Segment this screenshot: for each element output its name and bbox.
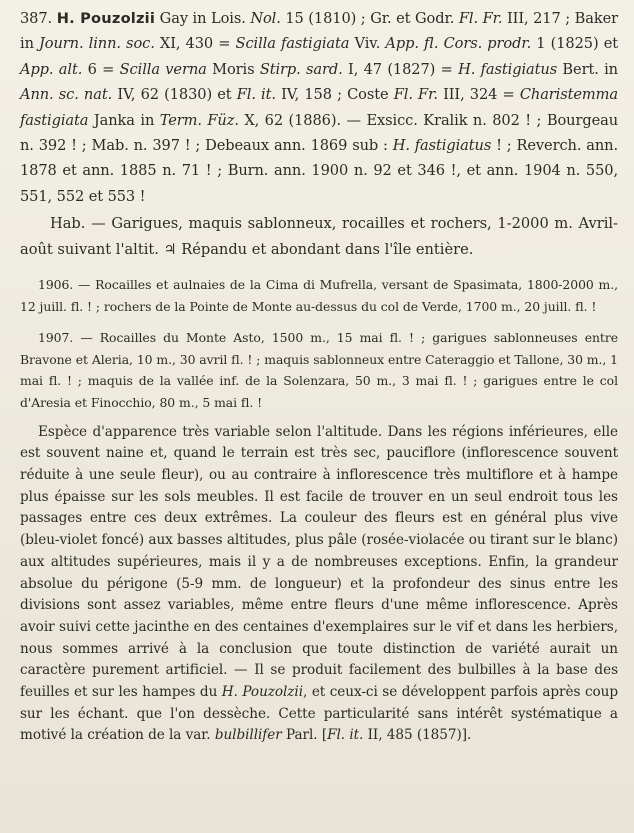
italic-text: Fl. it. xyxy=(327,727,364,744)
italic-text: Fl. it. xyxy=(236,86,276,104)
record-year: 1907. xyxy=(38,330,74,346)
record-1907 xyxy=(20,327,618,413)
entry-number: 387. xyxy=(20,10,53,27)
synonymy: Gay in Lois. Nol. 15 (1810) ; Gr. et Godr. Fl. Fr. III, 217 ; Baker in Journ. linn. soc. XI, 430 = Scilla fastigiata Viv. App. fl. Cors. prodr. 1 (1825) et App. alt. 6 = Scilla verna Moris Stirp. sard. I, 47 (1827) = H. fastigiatus Bert. in Ann. sc. nat. IV, 62 (1830) et Fl. it. IV, 158 ; Coste Fl. Fr. III, 324 = Charistemma fastigiata Janka in Term. Füz. X, 62 (1886). — Exsicc. Kralik n. 802 ! ; Bourgeau n. 392 ! ; Mab. n. 397 ! ; Debeaux ann. 1869 sub : H. fastigiatus ! ; Reverch. ann. 1878 et ann. 1885 n. 71 ! ; Burn. ann. 1900 n. 92 et 346 !, et ann. 1904 n. 550, 551, 552 et 553 ! xyxy=(20,10,619,205)
habitat-distribution: Répandu et abondant dans l'île entière. xyxy=(181,240,474,258)
italic-text: App. fl. Cors. prodr. xyxy=(385,35,532,53)
italic-text: H. Pouzolzii xyxy=(221,684,304,701)
record-text: — Rocailles du Monte Asto, 1500 m., 15 mai fl. ! ; garigues sablonneuses entre Bravone et Aleria, 10 m., 30 avril fl. ! ; maquis sablonneux entre Cateraggio et Tallone, 30 m., 1 mai fl. ! ; maquis de la vallée inf. de la Solenzara, 50 m., 3 mai fl. ! ; garigues entre le col d'Aresia et Finocchio, 80 m., 5 mai fl. ! xyxy=(20,330,618,411)
habitat-text: Hab. — Garigues, maquis sablonneux, rocailles et rochers, 1-2000 m. Avril-août suivant l'altit. xyxy=(20,215,618,258)
italic-text: bulbillifer xyxy=(214,727,282,744)
species-name: H. Pouzolzii xyxy=(56,10,156,27)
perennial-symbol: ♃ xyxy=(163,240,177,258)
record-text: — Rocailles et aulnaies de la Cima di Mufrella, versant de Spasimata, 1800-2000 m., 12 juill. fl. ! ; rochers de la Pointe de Monte au-dessus du col de Verde, 1700 m., 20 juill. fl. ! xyxy=(20,277,619,314)
italic-text: Ann. sc. nat. xyxy=(20,86,113,104)
record-year: 1906. xyxy=(38,277,74,293)
habitat-paragraph xyxy=(20,211,618,262)
notes-paragraph: Espèce d'apparence très variable selon l'altitude. Dans les régions inférieures, elle est souvent naine et, quand le terrain est très sec, pauciflore (inflorescence souvent réduite à une seule fleur), ou au contraire à inflorescence très multiflore et à hampe plus épaisse sur les sols meubles. Il est facile de trouver en un seul endroit tous les passages entre ces deux extrêmes. La couleur des fleurs est en général plus vive (bleu-violet foncé) aux basses altitudes, plus pâle (rosée-violacée ou tirant sur le blanc) aux altitudes supérieures, mais il y a de nombreuses exceptions. Enfin, la grandeur absolue du périgone (5-9 mm. de longueur) et la profondeur des sinus entre les divisions sont assez variables, même entre fleurs d'une même inflorescence. Après avoir suivi cette jacinthe en des centaines d'exemplaires sur le vif et dans les herbiers, nous sommes arrivé à la conclusion que toute distinction de variété aurait un caractère purement artificiel. — Il se produit facilement des bulbilles à la base des feuilles et sur les hampes du H. Pouzolzii, et ceux-ci se développent parfois après coup sur les échant. que l'on dessèche. Cette particularité sans intérêt systématique a motivé la création de la var. bulbillifer Parl. [Fl. it. II, 485 (1857)]. xyxy=(20,423,618,744)
italic-text: Stirp. sard. xyxy=(259,60,343,78)
italic-text: Charistemma fastigiata xyxy=(20,86,619,129)
italic-text: H. fastigiatus xyxy=(392,137,492,155)
italic-text: H. fastigiatus xyxy=(458,60,558,78)
record-1906 xyxy=(20,274,618,317)
italic-text: Scilla fastigiata xyxy=(235,35,350,53)
italic-text: Scilla verna xyxy=(119,60,207,78)
italic-text: Term. Füz. xyxy=(159,111,239,129)
italic-text: Journ. linn. soc. xyxy=(39,35,155,53)
italic-text: App. alt. xyxy=(20,60,83,78)
italic-text: Nol. xyxy=(250,10,281,27)
italic-text: Fl. Fr. xyxy=(458,10,503,27)
italic-text: Fl. Fr. xyxy=(393,86,438,104)
species-entry xyxy=(20,6,618,209)
